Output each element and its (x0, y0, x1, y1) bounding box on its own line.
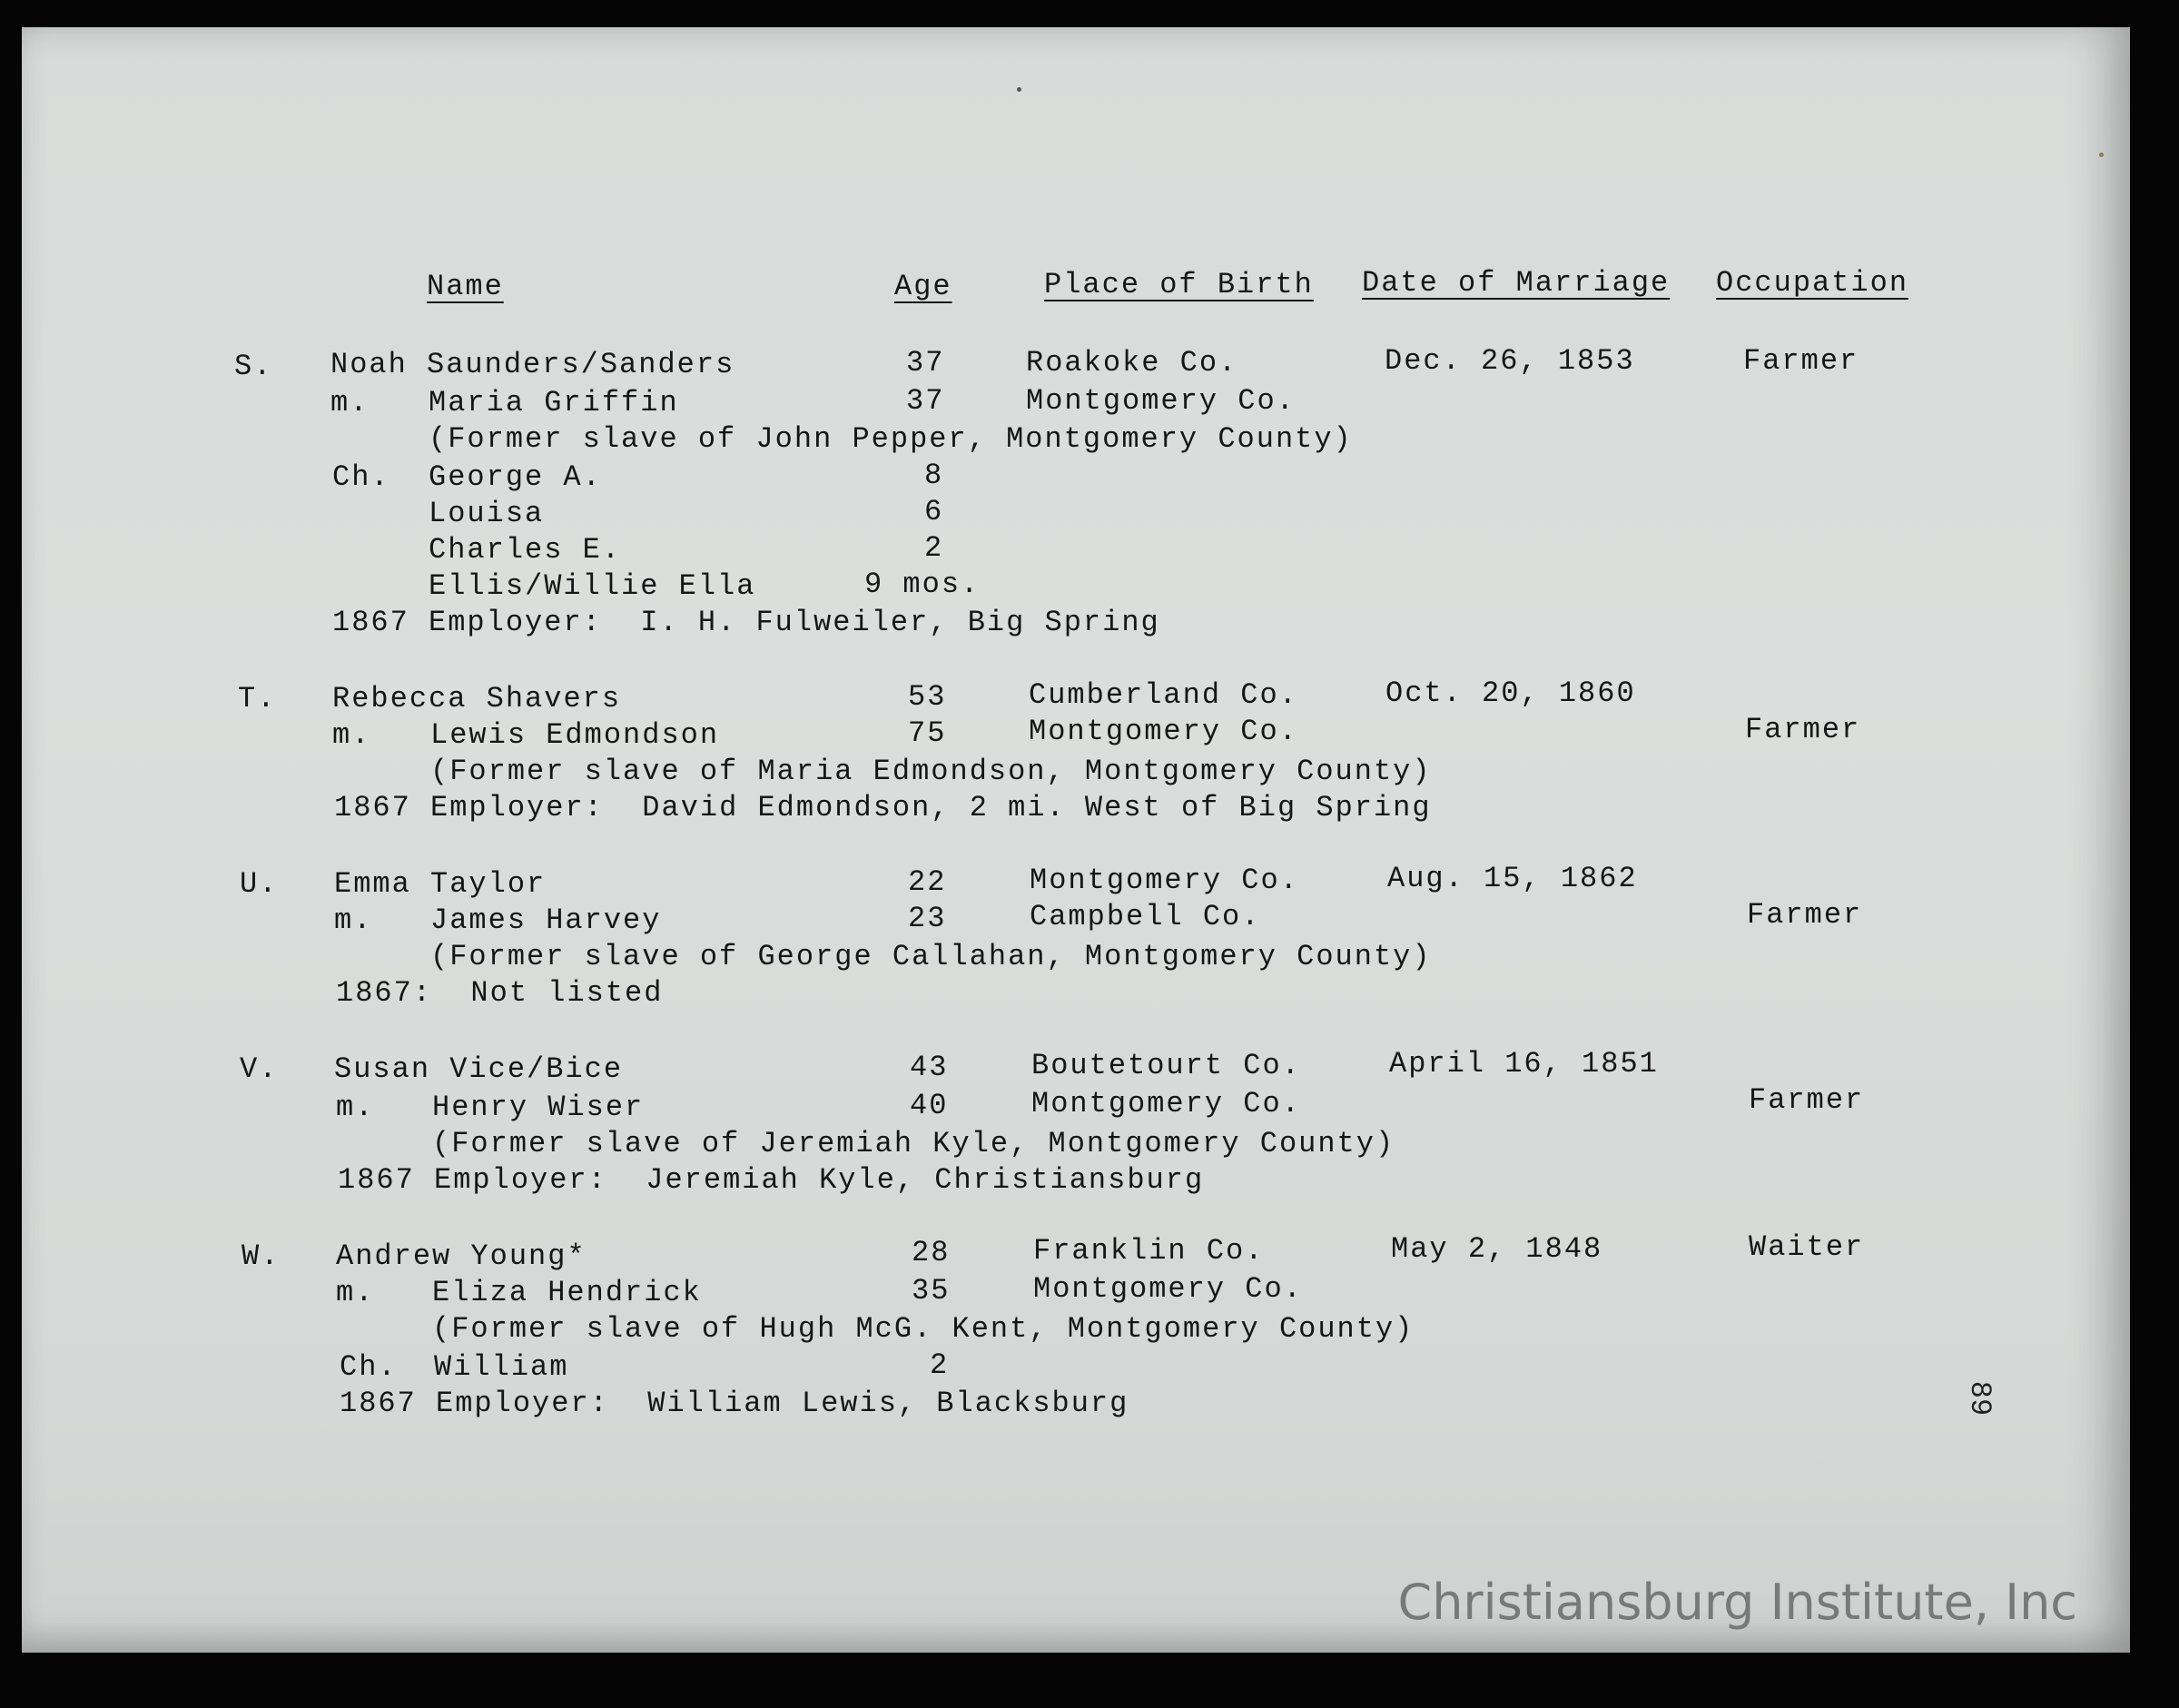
occupation: Farmer (1745, 713, 1861, 746)
employer-1867: 1867 Employer: David Edmondson, 2 mi. West of Big Spring (334, 791, 1432, 824)
header-place-of-birth: Place of Birth (1044, 268, 1314, 301)
marriage-date: April 16, 1851 (1389, 1047, 1659, 1081)
head-age: 53 (908, 680, 947, 714)
children-prefix: Ch. (332, 460, 390, 494)
child-name: Charles E. (429, 533, 622, 567)
entry-letter: S. (234, 350, 273, 383)
watermark: Christiansburg Institute, Inc (1397, 1574, 2077, 1631)
head-name: Rebecca Shavers (332, 682, 622, 716)
spouse-name: Maria Griffin (429, 386, 679, 420)
child-name: Ellis/Willie Ella (429, 569, 756, 603)
head-age: 37 (906, 346, 945, 380)
head-age: 43 (910, 1051, 949, 1084)
occupation: Farmer (1747, 898, 1863, 932)
child-age: 2 (930, 1348, 950, 1382)
employer-1867: 1867 Employer: I. H. Fulweiler, Big Spring (332, 606, 1160, 639)
spouse-name: Lewis Edmondson (430, 718, 720, 752)
paper-speck (1017, 87, 1021, 92)
spouse-place: Montgomery Co. (1026, 384, 1296, 418)
child-name: Louisa (429, 497, 545, 530)
children-prefix: Ch. (340, 1350, 398, 1384)
head-place: Franklin Co. (1033, 1234, 1265, 1268)
spouse-place: Montgomery Co. (1031, 1087, 1301, 1121)
spouse-age: 35 (912, 1274, 951, 1308)
employer-1867: 1867: Not listed (336, 976, 664, 1010)
spouse-age: 75 (908, 716, 947, 750)
head-place: Boutetourt Co. (1031, 1049, 1301, 1082)
entry-letter: U. (240, 867, 279, 901)
spouse-age: 37 (906, 384, 945, 418)
spouse-place: Campbell Co. (1030, 900, 1261, 933)
header-age: Age (894, 270, 952, 303)
marriage-date: May 2, 1848 (1391, 1232, 1603, 1266)
employer-1867: 1867 Employer: William Lewis, Blacksburg (340, 1387, 1129, 1420)
head-place: Montgomery Co. (1030, 864, 1299, 897)
spouse-prefix: m. (332, 718, 371, 752)
head-age: 28 (912, 1236, 951, 1269)
entry-letter: T. (238, 682, 277, 716)
occupation: Waiter (1749, 1230, 1865, 1264)
child-name: George A. (429, 460, 602, 494)
header-date-of-marriage: Date of Marriage (1362, 266, 1671, 300)
entry-letter: W. (242, 1239, 281, 1273)
occupation: Farmer (1743, 344, 1859, 378)
head-place: Cumberland Co. (1029, 678, 1298, 712)
child-age: 8 (924, 459, 944, 492)
former-slave-note: (Former slave of Hugh McG. Kent, Montgomery County) (432, 1312, 1415, 1346)
header-occupation: Occupation (1716, 266, 1909, 300)
employer-1867: 1867 Employer: Jeremiah Kyle, Christiansburg (338, 1163, 1205, 1197)
head-name: Andrew Young* (336, 1239, 587, 1273)
spouse-name: Henry Wiser (432, 1091, 645, 1124)
entry-letter: V. (240, 1052, 279, 1086)
marriage-date: Oct. 20, 1860 (1385, 676, 1636, 710)
paper-speck (2099, 153, 2104, 157)
spouse-prefix: m. (336, 1276, 375, 1309)
child-age: 9 mos. (864, 568, 981, 601)
child-age: 6 (924, 495, 944, 528)
spouse-age: 23 (908, 902, 947, 935)
spouse-name: Eliza Hendrick (432, 1276, 702, 1309)
marriage-date: Aug. 15, 1862 (1387, 862, 1638, 895)
child-age: 2 (924, 531, 944, 565)
page-number: 89 (1963, 1380, 1997, 1417)
head-name: Susan Vice/Bice (334, 1052, 624, 1086)
former-slave-note: (Former slave of George Callahan, Montgomery County) (430, 940, 1432, 973)
child-name: William (434, 1350, 569, 1384)
head-name: Noah Saunders/Sanders (330, 348, 735, 381)
former-slave-note: (Former slave of John Pepper, Montgomery County) (429, 422, 1353, 456)
spouse-place: Montgomery Co. (1033, 1272, 1303, 1306)
spouse-name: James Harvey (430, 903, 662, 937)
spouse-prefix: m. (330, 386, 370, 420)
head-name: Emma Taylor (334, 867, 547, 901)
former-slave-note: (Former slave of Maria Edmondson, Montgomery County) (430, 755, 1432, 788)
head-place: Roakoke Co. (1026, 346, 1238, 380)
spouse-prefix: m. (334, 903, 373, 937)
spouse-age: 40 (910, 1089, 949, 1122)
header-name: Name (427, 270, 504, 303)
spouse-place: Montgomery Co. (1029, 715, 1298, 748)
marriage-date: Dec. 26, 1853 (1385, 344, 1635, 378)
head-age: 22 (908, 865, 947, 899)
former-slave-note: (Former slave of Jeremiah Kyle, Montgomery County) (432, 1127, 1395, 1160)
occupation: Farmer (1749, 1083, 1865, 1117)
spouse-prefix: m. (336, 1091, 375, 1124)
